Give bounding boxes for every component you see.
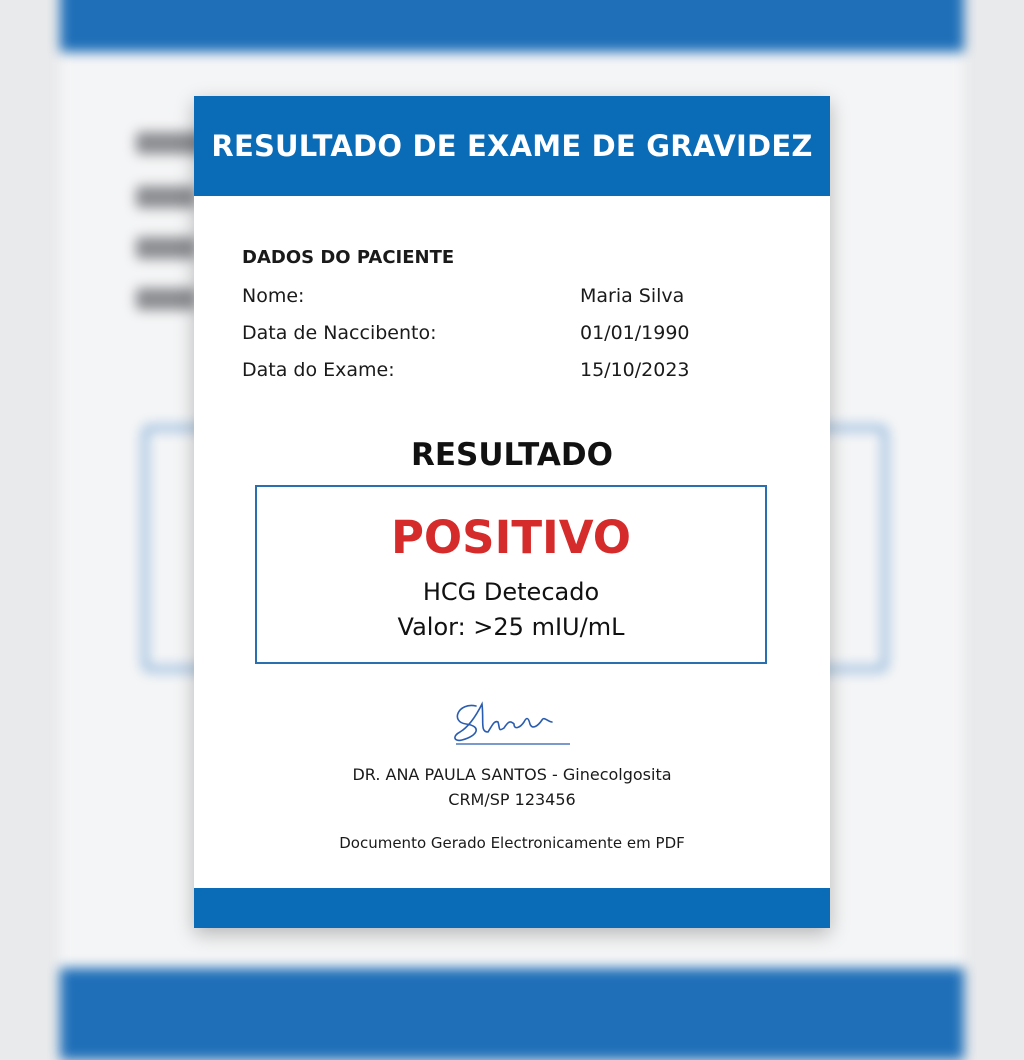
exam-result-document (194, 96, 830, 928)
patient-birthdate-label: Data de Naccibento: (242, 322, 437, 344)
doctor-signature (448, 692, 578, 752)
patient-row-birthdate (242, 322, 802, 352)
patient-name-value: Maria Silva (580, 285, 685, 307)
background-text-line (136, 237, 196, 259)
result-heading: RESULTADO (411, 437, 613, 473)
background-header-bar (60, 0, 964, 52)
patient-row-exam-date (242, 359, 802, 389)
background-text-line (136, 288, 196, 310)
patient-birthdate-value: 01/01/1990 (580, 322, 690, 344)
result-status: POSITIVO (390, 511, 632, 564)
exam-date-label: Data do Exame: (242, 359, 395, 381)
exam-date-value: 15/10/2023 (580, 359, 690, 381)
background-text-line (136, 186, 196, 208)
document-title: RESULTADO DE EXAME DE GRAVIDEZ (211, 129, 813, 163)
patient-row-name (242, 285, 802, 315)
doctor-name: DR. ANA PAULA SANTOS - Ginecolgosita (352, 765, 672, 784)
document-footnote: Documento Gerado Electronicamente em PDF (339, 834, 685, 852)
patient-name-label: Nome: (242, 285, 305, 307)
doctor-crm: CRM/SP 123456 (448, 790, 576, 809)
result-box (255, 485, 767, 664)
result-detail: HCG Detecado (422, 578, 600, 606)
document-header (194, 96, 830, 196)
patient-section-label: DADOS DO PACIENTE (242, 247, 455, 268)
background-footer-bar (60, 968, 964, 1060)
result-value: Valor: >25 mIU/mL (397, 613, 625, 641)
document-footer-bar (194, 888, 830, 928)
